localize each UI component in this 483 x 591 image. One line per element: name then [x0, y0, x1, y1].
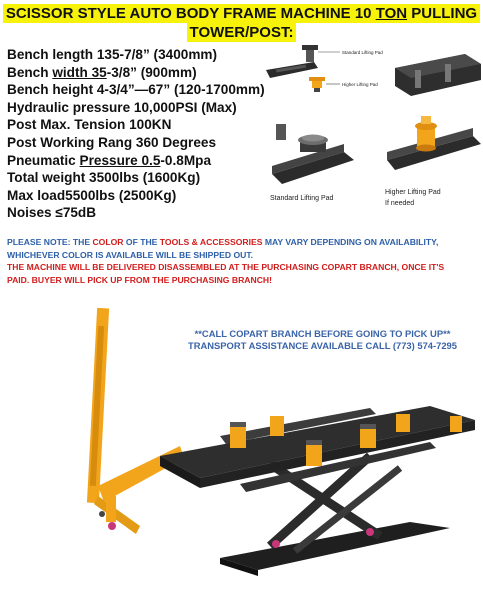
- clamp-photo: [395, 50, 481, 110]
- spec-item: Hydraulic pressure 10,000PSI (Max): [7, 99, 237, 115]
- spec-item: Bench height 4-3/4”—67” (120-1700mm): [7, 82, 265, 98]
- higher-pad-icon: [383, 110, 481, 180]
- standard-pad-photo: [264, 118, 356, 210]
- spec-list: [7, 46, 269, 222]
- spec-item: Pneumatic Pressure 0.5-0.8Mpa: [7, 152, 212, 168]
- higher-pad-caption-1: Higher Lifting Pad: [385, 189, 441, 196]
- spec-item: Noises ≤75dB: [7, 205, 97, 221]
- note-line-1: [7, 236, 479, 249]
- title-line-1: SCISSOR STYLE AUTO BODY FRAME MACHINE 10 TON PULLING: [3, 4, 480, 23]
- standard-pad-caption: Standard Lifting Pad: [270, 195, 334, 202]
- higher-pad-caption-2: If needed: [385, 200, 415, 207]
- spec-item: Total weight 3500lbs (1600Kg): [7, 170, 201, 186]
- call-line-1: **CALL COPART BRANCH BEFORE GOING TO PICK UP**: [194, 328, 451, 339]
- page-title: [0, 4, 483, 42]
- note-line-3: THE MACHINE WILL BE DELIVERED DISASSEMBLED AT THE PURCHASING COPART BRANCH, ONCE IT'S: [7, 262, 445, 272]
- lifting-pads-photo: [262, 40, 387, 100]
- note-segment: MAY VARY DEPENDING ON AVAILABILITY,: [262, 237, 439, 247]
- small-higher-caption: Higher Lifting Pad: [342, 82, 378, 87]
- note-line-2: WHICHEVER COLOR IS AVAILABLE WILL BE SHIPPED OUT.: [7, 249, 254, 260]
- spec-item: Max load5500lbs (2500Kg): [7, 187, 177, 203]
- spec-item: Post Working Rang 360 Degrees: [7, 134, 217, 150]
- note-segment: COLOR: [92, 237, 124, 247]
- note-segment: PLEASE NOTE: THE: [7, 237, 93, 247]
- title-line-2: TOWER/POST:: [187, 23, 297, 42]
- spec-item: Bench width 35-3/8” (900mm): [7, 64, 197, 80]
- frame-machine-photo: [70, 296, 480, 591]
- note-line-4: PAID. BUYER WILL PICK UP FROM THE PURCHASING BRANCH!: [7, 274, 272, 285]
- higher-pad-photo: [383, 110, 481, 212]
- notes-block: [7, 236, 479, 286]
- small-standard-caption: Standard Lifting Pad: [342, 50, 383, 55]
- spec-item: Bench length 135-7/8” (3400mm): [7, 47, 218, 62]
- note-segment: TOOLS & ACCESSORIES: [159, 237, 263, 247]
- spec-item: Post Max. Tension 100KN: [7, 117, 172, 133]
- frame-machine-icon: [70, 296, 480, 586]
- call-line-2: TRANSPORT ASSISTANCE AVAILABLE CALL (773) 574-7295: [188, 340, 457, 351]
- standard-pad-icon: [264, 118, 356, 188]
- clamp-icon: [395, 50, 481, 110]
- note-segment: OF THE: [123, 237, 160, 247]
